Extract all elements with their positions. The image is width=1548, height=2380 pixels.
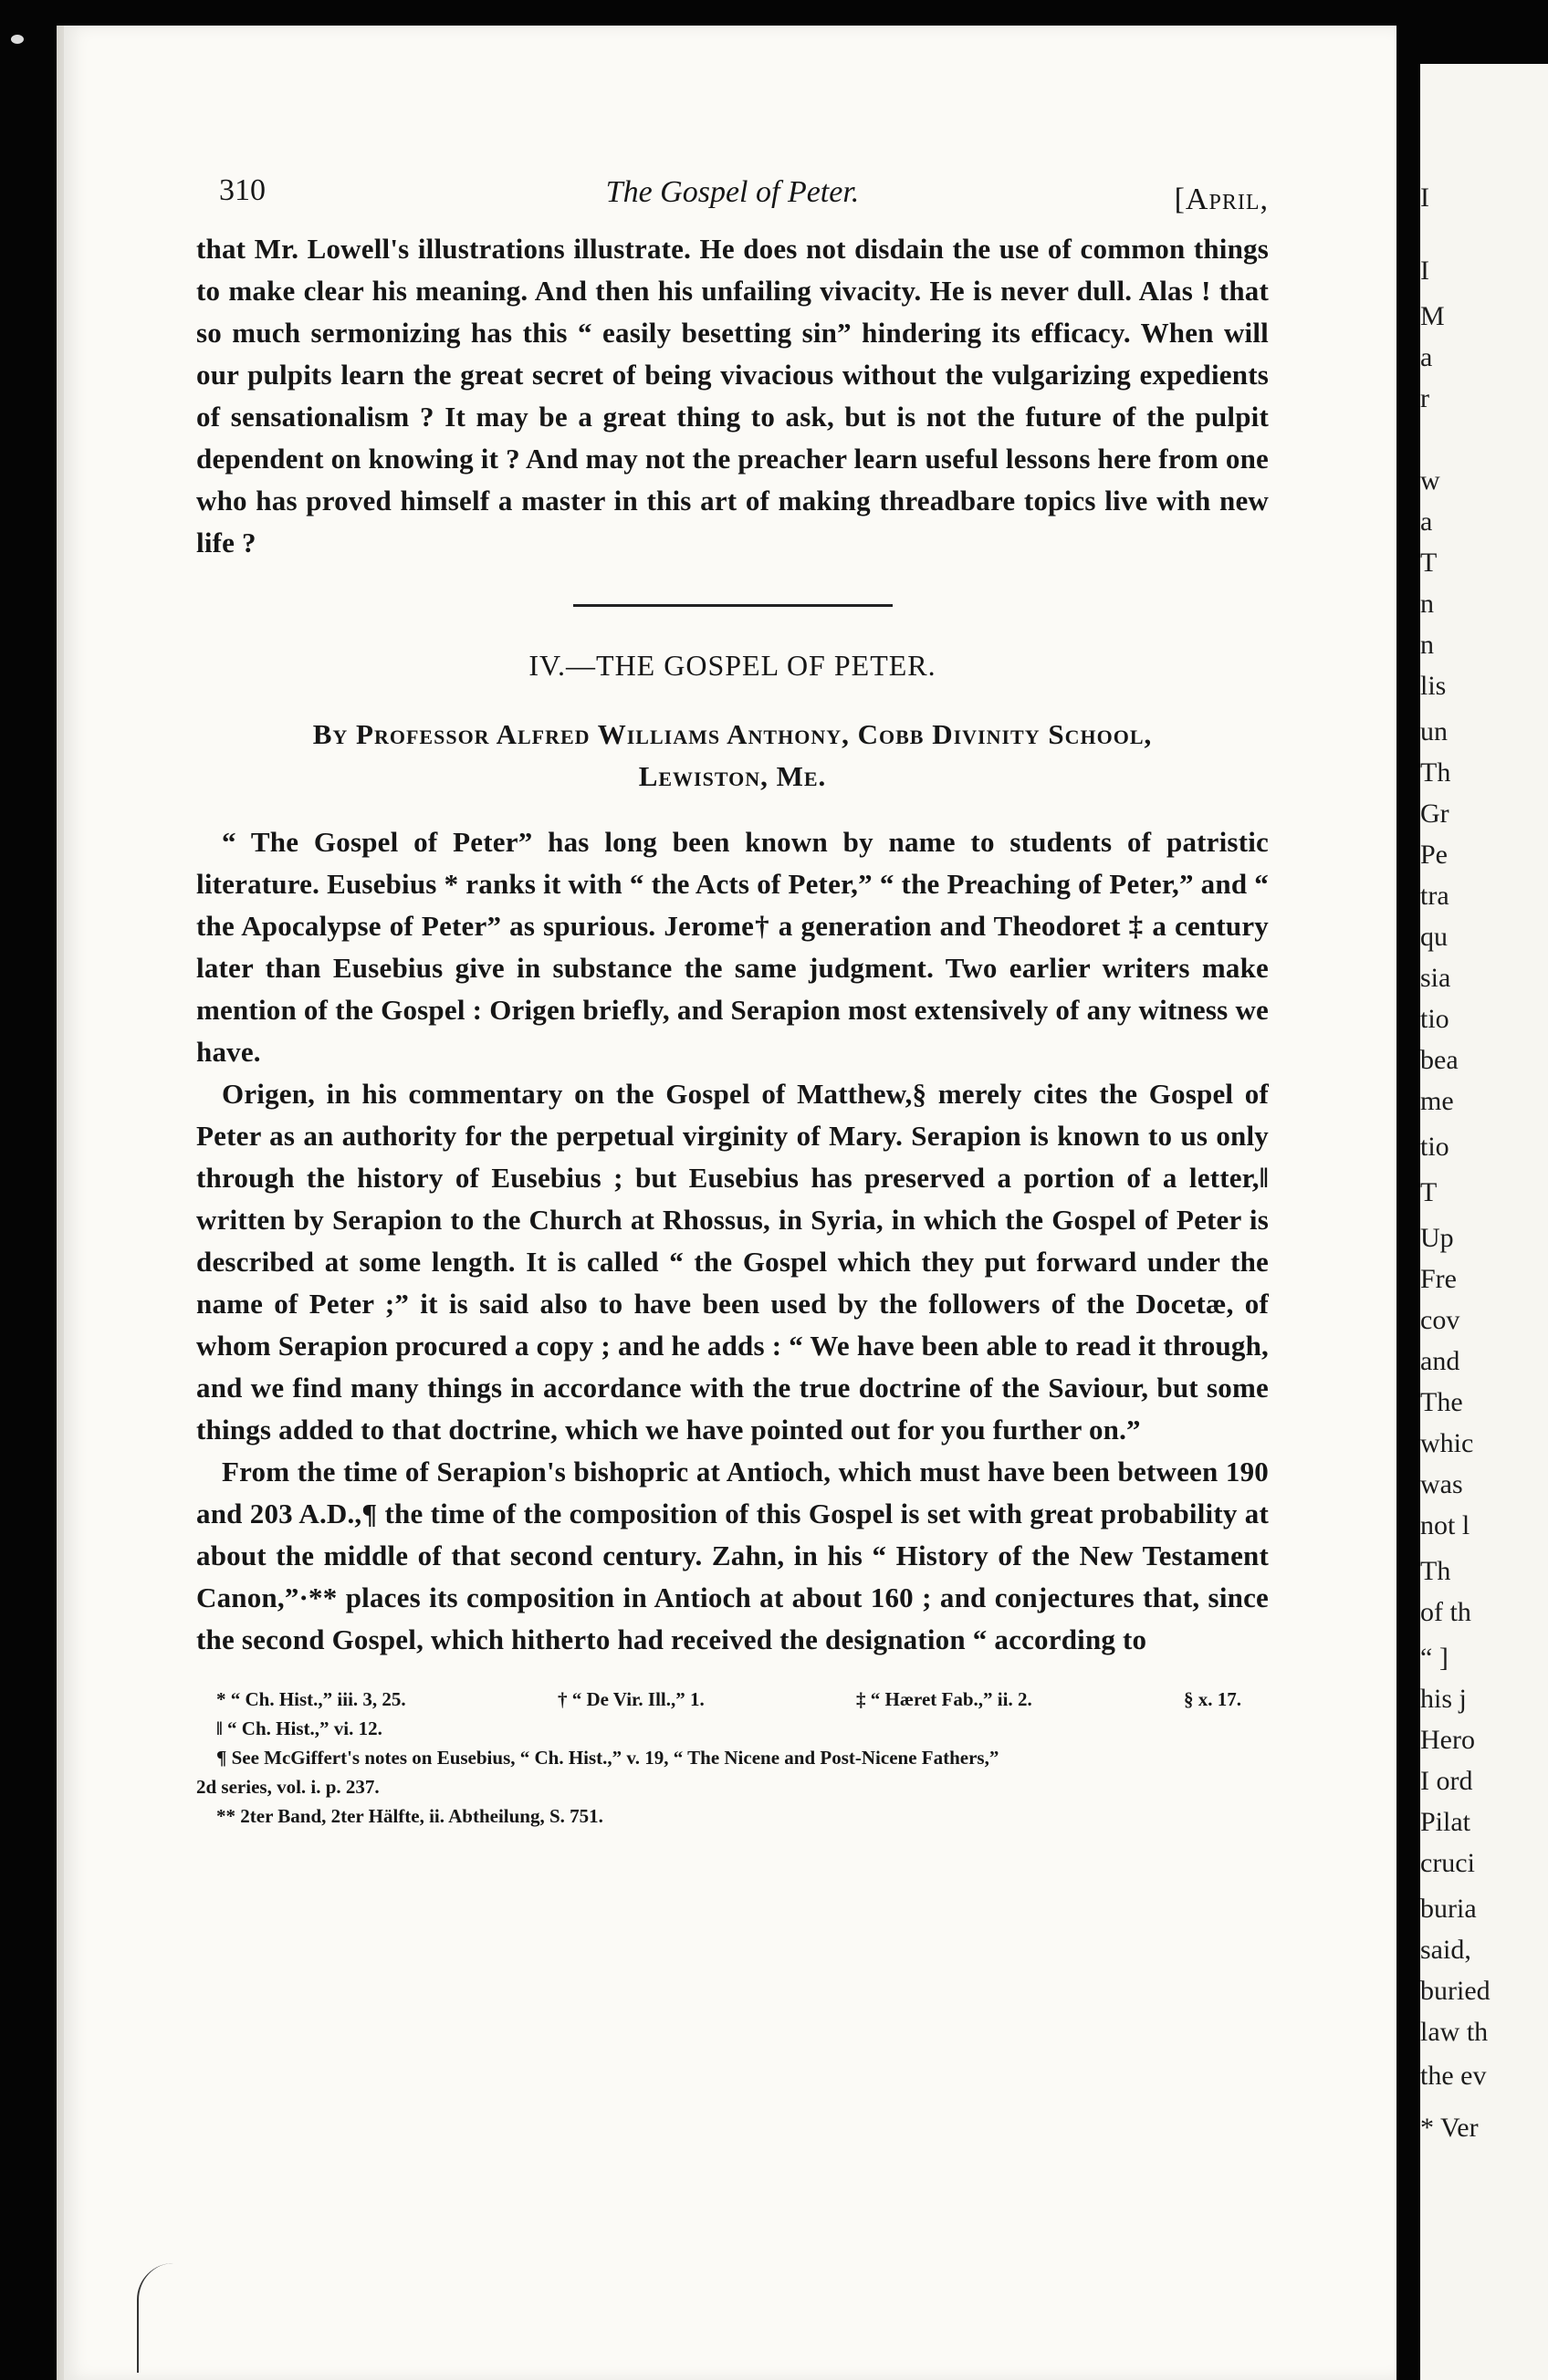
facing-page-fragment: I bbox=[1420, 183, 1429, 213]
facing-page-fragment: Fre bbox=[1420, 1264, 1457, 1294]
facing-page-fragment: the ev bbox=[1420, 2061, 1487, 2091]
facing-page-fragment: T bbox=[1420, 548, 1438, 578]
facing-page-fragment: “ ] bbox=[1420, 1643, 1449, 1673]
facing-page-fragment: not l bbox=[1420, 1510, 1470, 1540]
footnote: ‖ “ Ch. Hist.,” vi. 12. bbox=[216, 1717, 382, 1739]
footnote: § x. 17. bbox=[1183, 1688, 1241, 1710]
facing-page-fragment: r bbox=[1420, 383, 1429, 413]
facing-page-fragment: law th bbox=[1420, 2017, 1489, 2047]
body-paragraph: “ The Gospel of Peter” has long been known by name to students of patristic literature. Eusebius * ranks it with “ the Acts of Peter,” “ the Preaching of Peter,” and “ the Apocalypse of Peter” as spurious. Jerome† a generation and Theodoret ‡ a century later than Eusebius give in substance the same judgment. Two earlier writers make mention of the Gospel : Origen briefly, and Serapion most extensively of any witness we have. bbox=[196, 826, 1269, 1068]
facing-page-fragment: cruci bbox=[1420, 1848, 1475, 1878]
intro-paragraph: that Mr. Lowell's illustrations illustrate. He does not disdain the use of common things to make clear his meaning. And then his unfailing vivacity. He is never dull. Alas ! that so much sermonizing has this “ easily besetting sin” hindering its efficacy. When will our pulpits learn the great secret of being vivacious without the vulgarizing expedients of sensationalism ? It may be a great thing to ask, but is not the future of the pulpit dependent on knowing it ? And may not the preacher learn useful lessons here from one who has proved himself a master in this art of making threadbare topics live with new life ? bbox=[196, 233, 1269, 558]
footnote-continuation: 2d series, vol. i. p. 237. bbox=[196, 1776, 380, 1798]
facing-page bbox=[1420, 64, 1548, 2380]
facing-page-fragment: Th bbox=[1420, 757, 1451, 788]
byline-author: By Professor Alfred Williams Anthony, Cobb Divinity School, bbox=[312, 718, 1153, 750]
facing-page-fragment: a bbox=[1420, 342, 1433, 372]
facing-page-fragment: Pe bbox=[1420, 840, 1448, 870]
page-number: 310 bbox=[219, 173, 266, 207]
facing-page-fragment: tra bbox=[1420, 881, 1449, 911]
facing-page-fragment: w bbox=[1420, 465, 1440, 496]
page-curl-mark bbox=[137, 2263, 175, 2373]
facing-page-fragment: me bbox=[1420, 1086, 1454, 1116]
facing-page-fragment: a bbox=[1420, 506, 1433, 537]
running-title: The Gospel of Peter. bbox=[605, 175, 860, 209]
facing-page-fragment: and bbox=[1420, 1346, 1460, 1376]
facing-page-fragment: Gr bbox=[1420, 799, 1449, 829]
facing-page-fragment: Pilat bbox=[1420, 1807, 1471, 1837]
facing-page-fragment: tio bbox=[1420, 1132, 1449, 1162]
facing-page-fragment: said, bbox=[1420, 1935, 1471, 1965]
article-title: IV.—THE GOSPEL OF PETER. bbox=[528, 649, 936, 682]
scan-speck bbox=[11, 35, 24, 44]
byline-place: Lewiston, Me. bbox=[638, 760, 827, 792]
facing-page-fragment: bea bbox=[1420, 1045, 1459, 1075]
footnote: † “ De Vir. Ill.,” 1. bbox=[557, 1688, 705, 1710]
facing-page-fragment: cov bbox=[1420, 1305, 1460, 1335]
facing-page-fragment: tio bbox=[1420, 1004, 1449, 1034]
facing-page-fragment: I bbox=[1420, 256, 1429, 286]
facing-page-fragment: un bbox=[1420, 716, 1448, 746]
facing-page-fragment: The bbox=[1420, 1387, 1463, 1417]
facing-page-fragment: qu bbox=[1420, 922, 1448, 952]
facing-page-fragment: sia bbox=[1420, 963, 1451, 993]
footnote: * “ Ch. Hist.,” iii. 3, 25. bbox=[216, 1688, 406, 1710]
footnote: ‡ “ Hæret Fab.,” ii. 2. bbox=[856, 1688, 1032, 1710]
facing-page-fragment: Hero bbox=[1420, 1725, 1475, 1755]
running-head bbox=[196, 164, 1269, 228]
facing-page-fragment: of th bbox=[1420, 1597, 1471, 1627]
facing-page-fragment: * Ver bbox=[1420, 2113, 1479, 2143]
body-paragraph: From the time of Serapion's bishopric at Antioch, which must have been between 190 and 203 A.D.,¶ the time of the composition of this Gospel is set with great probability at about the middle of that second century. Zahn, in his “ History of the New Testament Canon,”·** places its composition in Antioch at about 160 ; and conjectures that, since the second Gospel, which hitherto had received the designation “ according to bbox=[196, 1456, 1269, 1655]
facing-page-fragment: Th bbox=[1420, 1556, 1451, 1586]
facing-page-fragment: lis bbox=[1420, 671, 1447, 701]
footnotes bbox=[196, 1685, 1269, 1831]
facing-page-fragment: his j bbox=[1420, 1684, 1467, 1714]
body-paragraph: Origen, in his commentary on the Gospel of Matthew,§ merely cites the Gospel of Peter as an authority for the perpetual virginity of Mary. Serapion is known to us only through the history of Eusebius ; but Eusebius has preserved a portion of a letter,‖ written by Serapion to the Church at Rhossus, in Syria, in which the Gospel of Peter is described at some length. It is called “ the Gospel which they put forward under the name of Peter ;” it is said also to have been used by the followers of the Docetæ, of whom Serapion procured a copy ; and he adds : “ We have been able to read it through, and we find many things in accordance with the true doctrine of the Saviour, but some things added to that doctrine, which we have pointed out for you further on.” bbox=[196, 1078, 1269, 1446]
facing-page-fragment: buria bbox=[1420, 1894, 1477, 1924]
facing-page-fragment: whic bbox=[1420, 1428, 1474, 1458]
facing-page-fragment: Up bbox=[1420, 1223, 1454, 1253]
section-divider bbox=[573, 604, 893, 607]
facing-page-fragment: n bbox=[1420, 589, 1434, 619]
facing-page-fragment: I ord bbox=[1420, 1766, 1473, 1796]
running-month: [April, bbox=[1174, 183, 1269, 216]
footnote: ¶ See McGiffert's notes on Eusebius, “ Ch. Hist.,” v. 19, “ The Nicene and Post-Nicene Fathers,” bbox=[216, 1747, 999, 1769]
page-content bbox=[196, 164, 1269, 1831]
facing-page-fragment: buried bbox=[1420, 1976, 1490, 2006]
facing-page-fragment: n bbox=[1420, 630, 1434, 660]
footnote: ** 2ter Band, 2ter Hälfte, ii. Abtheilung, S. 751. bbox=[216, 1805, 603, 1827]
footnote-row bbox=[196, 1685, 1269, 1714]
byline bbox=[196, 714, 1269, 798]
facing-page-fragment: was bbox=[1420, 1469, 1463, 1499]
facing-page-fragment: M bbox=[1420, 301, 1445, 331]
facing-page-fragment: T bbox=[1420, 1177, 1438, 1207]
